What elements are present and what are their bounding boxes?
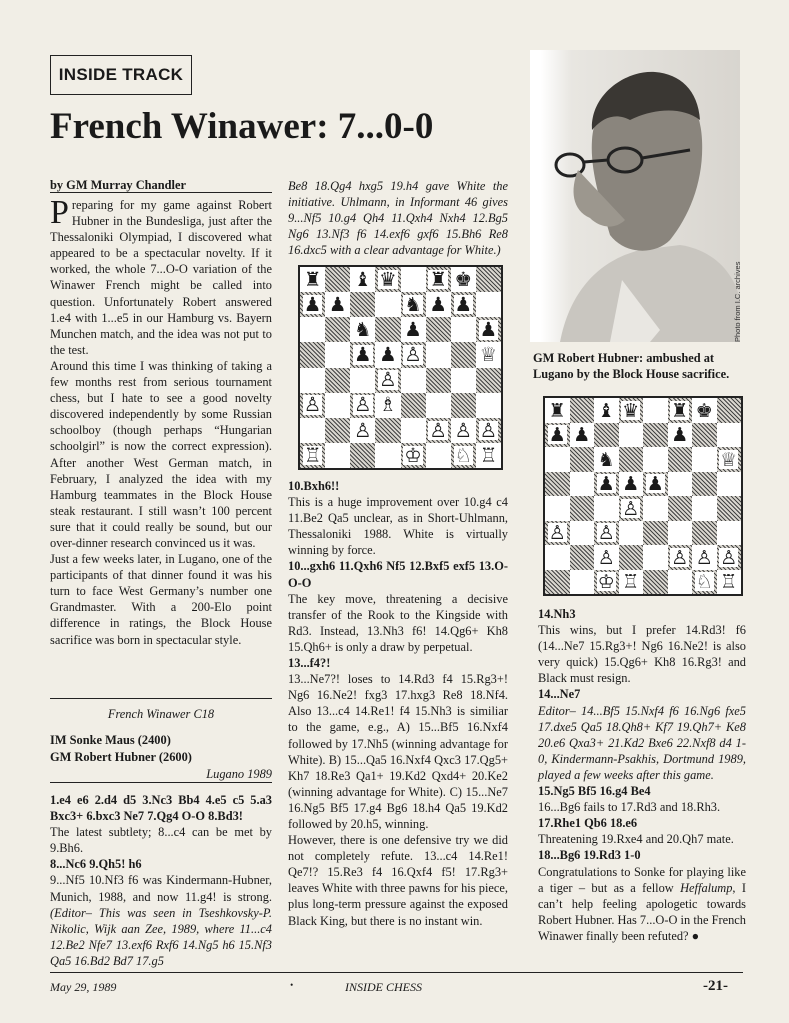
chess-piece-icon: ♟ <box>454 292 473 316</box>
chess-piece-icon: ♞ <box>354 318 372 342</box>
chess-piece-icon: ♖ <box>479 443 498 467</box>
board-square <box>426 342 451 367</box>
paragraph: This wins, but I prefer 14.Rd3! f6 (14...Ne7 15.Rg3+! Ng6 16.Ne2! is also very quick) 15.Qg6+ Kh8 16.Rg3! and Black must resign. <box>538 623 746 686</box>
board-square <box>717 423 742 448</box>
board-square <box>350 292 375 317</box>
chess-piece-icon: ♚ <box>695 398 713 422</box>
board-square <box>325 418 350 443</box>
board-square <box>619 423 644 448</box>
board-square <box>717 496 742 521</box>
footer-rule <box>50 972 743 973</box>
board-square <box>451 393 476 418</box>
board-square <box>643 521 668 546</box>
player-portrait-icon <box>530 50 740 342</box>
chess-piece-icon: ♘ <box>695 570 713 594</box>
page-title: French Winawer: 7...0-0 <box>50 106 434 147</box>
chess-diagram-1 <box>298 265 503 470</box>
board-square <box>451 342 476 367</box>
board-square <box>325 317 350 342</box>
chess-piece-icon: ♟ <box>646 472 664 496</box>
board-square <box>375 292 400 317</box>
board-square <box>594 423 619 448</box>
chess-piece-icon: ♙ <box>720 545 738 569</box>
paragraph: This is a huge improvement over 10.g4 c4 11.Be2 Qa5 unclear, as in Short-Uhlmann, Thessaloniki 1988. White is virtually winning by force. <box>288 495 508 558</box>
move-line: 13...f4?! <box>288 656 331 671</box>
chess-piece-icon: ♜ <box>548 398 566 422</box>
board-square <box>401 267 426 292</box>
board-square <box>300 368 325 393</box>
board-square <box>325 393 350 418</box>
chess-piece-icon: ♜ <box>303 267 322 291</box>
board-square <box>300 342 325 367</box>
chess-piece-icon: ♜ <box>429 267 447 291</box>
chess-piece-icon: ♗ <box>379 393 397 417</box>
move-line: 14...Ne7 <box>538 687 581 702</box>
board-square <box>401 368 426 393</box>
chess-piece-icon: ♟ <box>303 292 322 316</box>
board-square <box>426 393 451 418</box>
board-square <box>451 317 476 342</box>
board-square <box>545 570 570 595</box>
chess-piece-icon: ♛ <box>622 398 640 422</box>
paragraph: 16...Bg6 fails to 17.Rd3 and 18.Rh3. <box>538 800 721 815</box>
board-square <box>350 368 375 393</box>
chess-diagram-2 <box>543 396 743 596</box>
board-square <box>325 342 350 367</box>
chess-piece-icon: ♙ <box>597 521 615 545</box>
board-square <box>643 398 668 423</box>
paragraph: Around this time I was thinking of taking a few months rest from serious tournament chess, but I hate to see a good novelty discovered independently by some Russian schoolboy (though perhaps “Hungarian schoolgirl” is now the correct expression). After another West German match, in February, I analyzed the idea with my Hamburg teammates in the Block House steak restaurant. I still wasn’t 100 percent sure that it could really be sound, but our over-dinner research convinced us it was. <box>50 358 272 550</box>
move-line: 1.e4 e6 2.d4 d5 3.Nc3 Bb4 4.e5 c5 5.a3 Bxc3+ 6.bxc3 Ne7 7.Qg4 O-O 8.Bd3! <box>50 793 272 824</box>
chess-piece-icon: ♟ <box>354 343 372 367</box>
board-square <box>426 368 451 393</box>
board-square <box>426 443 451 468</box>
board-square <box>570 447 595 472</box>
board-square <box>717 472 742 497</box>
move-line: 10.Bxh6!! <box>288 479 340 493</box>
board-square <box>717 398 742 423</box>
player-photo <box>530 50 740 342</box>
chess-piece-icon: ♟ <box>404 318 422 342</box>
board-square <box>668 521 693 546</box>
game-notes-1 <box>50 792 272 969</box>
chess-piece-icon: ♟ <box>548 423 566 447</box>
paragraph: 13...Ne7?! loses to 14.Rd3 f4 15.Rg3+! Ng6 16.Ne2! fxg3 17.hxg3 Re8 18.Nf4. Also 13...c4 14.Re1! f4 15.Nh3 is similiar to the game, e.g., A) 15...Bf5 16.Nxf4 followed by 17.Nh5 (winning advantage for White). B) 15...Qa5 16.Nxf4 Qxc3 17.Qg5+ Kh7 18.Re3 Qa1+ 19.Kd2 Qxd4+ 20.Ke2 (winning advantage for White). C) 15...Ne7 16.Ng5 Bf5 17.g4 Bg6 18.h4 Qa5 19.Kd2 followed by 20.h5, winning. <box>288 672 508 831</box>
board-square <box>643 447 668 472</box>
board-square <box>643 570 668 595</box>
board-square <box>476 368 501 393</box>
board-square <box>692 423 717 448</box>
chess-piece-icon: ♟ <box>671 423 689 447</box>
paragraph: Threatening 19.Rxe4 and 20.Qh7 mate. <box>538 832 734 847</box>
board-square <box>570 496 595 521</box>
white-player: IM Sonke Maus (2400) <box>50 733 171 747</box>
chess-piece-icon: ♟ <box>379 343 397 367</box>
board-square <box>545 447 570 472</box>
board-square <box>401 418 426 443</box>
board-square <box>375 418 400 443</box>
chess-piece-icon: ♟ <box>429 292 447 316</box>
chess-piece-icon: ♟ <box>597 472 615 496</box>
board-square <box>375 317 400 342</box>
board-square <box>717 521 742 546</box>
chess-piece-icon: ♟ <box>479 318 498 342</box>
chess-piece-icon: ♟ <box>573 423 591 447</box>
paragraph: The latest subtlety; 8...c4 can be met by 9.Bh6. <box>50 825 272 856</box>
board-square <box>570 521 595 546</box>
chess-piece-icon: ♙ <box>404 343 422 367</box>
chess-piece-icon: ♜ <box>671 398 689 422</box>
board-square <box>300 418 325 443</box>
paragraph: However, there is one defensive try we did not completely refute. 13...c4 14.Re1! Qe7!? 15.Re3 f4 16.Qxf4 f5! 17.Rg3+ leaves White with three pawns for his piece, plus long-term pressure against the exposed Black King, but there is no instant win. <box>288 833 508 928</box>
paragraph: Just a few weeks later, in Lugano, one of the participants of that dinner found it was his turn to face West Germany’s number one Grandmaster. With a 200-Elo point difference in ratings, the Block House sacrifice was born in spectacular style. <box>50 552 272 647</box>
board-square <box>643 545 668 570</box>
chess-piece-icon: ♔ <box>404 443 422 467</box>
chess-piece-icon: ♖ <box>303 443 322 467</box>
chess-piece-icon: ♖ <box>622 570 640 594</box>
board-square <box>545 496 570 521</box>
board-square <box>325 443 350 468</box>
chess-piece-icon: ♔ <box>597 570 615 594</box>
column-2 <box>288 478 508 929</box>
board-square <box>668 496 693 521</box>
board-square <box>426 317 451 342</box>
chess-piece-icon: ♙ <box>597 545 615 569</box>
board-square <box>619 545 644 570</box>
board-square <box>692 496 717 521</box>
footer-magazine: INSIDE CHESS <box>345 980 422 994</box>
column-2-intro: Be8 18.Qg4 hxg5 19.h4 gave White the initiative. Uhlmann, in Informant 46 gives 9...Nf5 10.g4 Qh4 11.Qxh4 Nxh4 12.Bg5 Ng6 13.Nf3 f6 14.exf6 gxf6 15.Bh6 Re8 16.dxc5 with a clear advantage for White.) <box>288 179 508 258</box>
section-kicker: INSIDE TRACK <box>50 55 192 95</box>
board-square <box>594 496 619 521</box>
paragraph: The key move, threatening a decisive transfer of the Rook to the Kingside with Rd3. Instead, 13.Nh3 f6! 14.Qg6+ Kh8 15.Qh6+ is only a draw by perpetual. <box>288 591 508 654</box>
editor-note: Editor– 14...Bf5 15.Nxf4 f6 16.Ng6 fxe5 17.dxe5 Qa5 18.Qh8+ Kf7 19.Qh7+ Ke8 20.e6 Qxa3+ 21.Kd2 Bxe6 22.Nxf8 d4 1-0, Kindermann-Psakhis, Dortmund 1989, played a few weeks after this game. <box>538 703 746 782</box>
byline: by GM Murray Chandler <box>50 178 186 192</box>
board-square <box>375 443 400 468</box>
chess-piece-icon: ♟ <box>328 292 347 316</box>
move-line: 10...gxh6 11.Qxh6 Nf5 12.Bxf5 exf5 13.O-O-O <box>288 559 508 590</box>
game-header-rule-bottom <box>50 782 272 783</box>
board-square <box>643 423 668 448</box>
photo-credit: Photo from I.C. archives <box>733 261 742 342</box>
column-3 <box>538 606 746 944</box>
board-square <box>668 570 693 595</box>
board-square <box>570 545 595 570</box>
game-header-rule <box>50 698 272 699</box>
board-square <box>350 443 375 468</box>
board-square <box>401 393 426 418</box>
chess-piece-icon: ♙ <box>454 418 473 442</box>
board-square <box>545 472 570 497</box>
board-square <box>619 447 644 472</box>
board-square <box>619 521 644 546</box>
opening-name: French Winawer C18 <box>107 707 215 721</box>
chess-piece-icon: ♙ <box>622 496 640 520</box>
chess-piece-icon: ♙ <box>303 393 322 417</box>
board-square <box>570 472 595 497</box>
chess-piece-icon: ♟ <box>622 472 640 496</box>
chess-piece-icon: ♙ <box>354 418 372 442</box>
chess-piece-icon: ♚ <box>454 267 473 291</box>
move-line: 18...Bg6 19.Rd3 1-0 <box>538 848 641 863</box>
byline-rule <box>50 192 272 193</box>
black-player: GM Robert Hubner (2600) <box>50 750 192 764</box>
board-square <box>476 393 501 418</box>
paragraph: Congratulations to Sonke for playing like a tiger – but as a fellow Heffalump, I can’t help feeling apologetic towards Robert Hubner. Has 7...O-O in the French Winawer finally been refuted? ● <box>538 864 746 943</box>
chess-piece-icon: ♞ <box>597 447 615 471</box>
board-square <box>325 267 350 292</box>
drop-cap: P <box>50 194 69 231</box>
move-line: 17.Rhe1 Qb6 18.e6 <box>538 816 638 831</box>
board-square <box>300 317 325 342</box>
chess-piece-icon: ♕ <box>720 447 738 471</box>
board-square <box>668 472 693 497</box>
game-venue: Lugano 1989 <box>206 767 272 781</box>
chess-piece-icon: ♙ <box>695 545 713 569</box>
move-line: 15.Ng5 Bf5 16.g4 Be4 <box>538 784 651 799</box>
paragraph: 9...Nf5 10.Nf3 f6 was Kindermann-Hubner, Munich, 1988, and now 11.g4! is strong. (Editor– This was seen in Tseshkovsky-P. Nikolic, Wijk aan Zee, 1989, where 11...c4 12.Be2 Nfe7 13.exf6 Rxf6 14.Ng5 h6 15.Nf3 Qa5 16.Bd2 Bd7 17.g5 <box>50 873 272 968</box>
chess-piece-icon: ♙ <box>671 545 689 569</box>
board-square <box>692 472 717 497</box>
board-square <box>476 267 501 292</box>
board-square <box>643 496 668 521</box>
board-square <box>570 398 595 423</box>
chess-piece-icon: ♛ <box>379 267 397 291</box>
chess-piece-icon: ♙ <box>379 368 397 392</box>
board-square <box>325 368 350 393</box>
footer-date: May 29, 1989 <box>50 980 117 994</box>
chess-piece-icon: ♙ <box>479 418 498 442</box>
board-square <box>570 570 595 595</box>
move-line: 14.Nh3 <box>538 607 576 621</box>
board-square <box>692 447 717 472</box>
chess-piece-icon: ♕ <box>479 343 498 367</box>
page-number: -21- <box>703 978 728 994</box>
chess-piece-icon: ♝ <box>597 398 615 422</box>
move-line: 8...Nc6 9.Qh5! h6 <box>50 857 142 872</box>
board-square <box>451 368 476 393</box>
chess-piece-icon: ♙ <box>548 521 566 545</box>
photo-caption: GM Robert Hubner: ambushed at Lugano by the Block House sacrifice. <box>533 351 730 381</box>
board-square <box>692 521 717 546</box>
board-square <box>668 447 693 472</box>
footer-bullet-icon: • <box>290 980 294 990</box>
chess-piece-icon: ♙ <box>429 418 447 442</box>
board-square <box>476 292 501 317</box>
column-1 <box>50 194 272 648</box>
chess-piece-icon: ♘ <box>454 443 473 467</box>
chess-piece-icon: ♖ <box>720 570 738 594</box>
intro-paragraph: Preparing for my game against Robert Hubner in the Bundesliga, just after the Thessaloniki Olympiad, I discovered what appeared to be a spectacular novelty. If it worked, the whole 7...O-O variation of the Winawer French might be called into question. Unfortunately Robert answered 1.e4 with 1...e5 in our Hamburg vs. Bayern Munchen match, and the idea was not put to the test. <box>50 194 272 357</box>
chess-piece-icon: ♞ <box>404 292 422 316</box>
chess-piece-icon: ♝ <box>354 267 372 291</box>
chess-piece-icon: ♙ <box>354 393 372 417</box>
board-square <box>545 545 570 570</box>
